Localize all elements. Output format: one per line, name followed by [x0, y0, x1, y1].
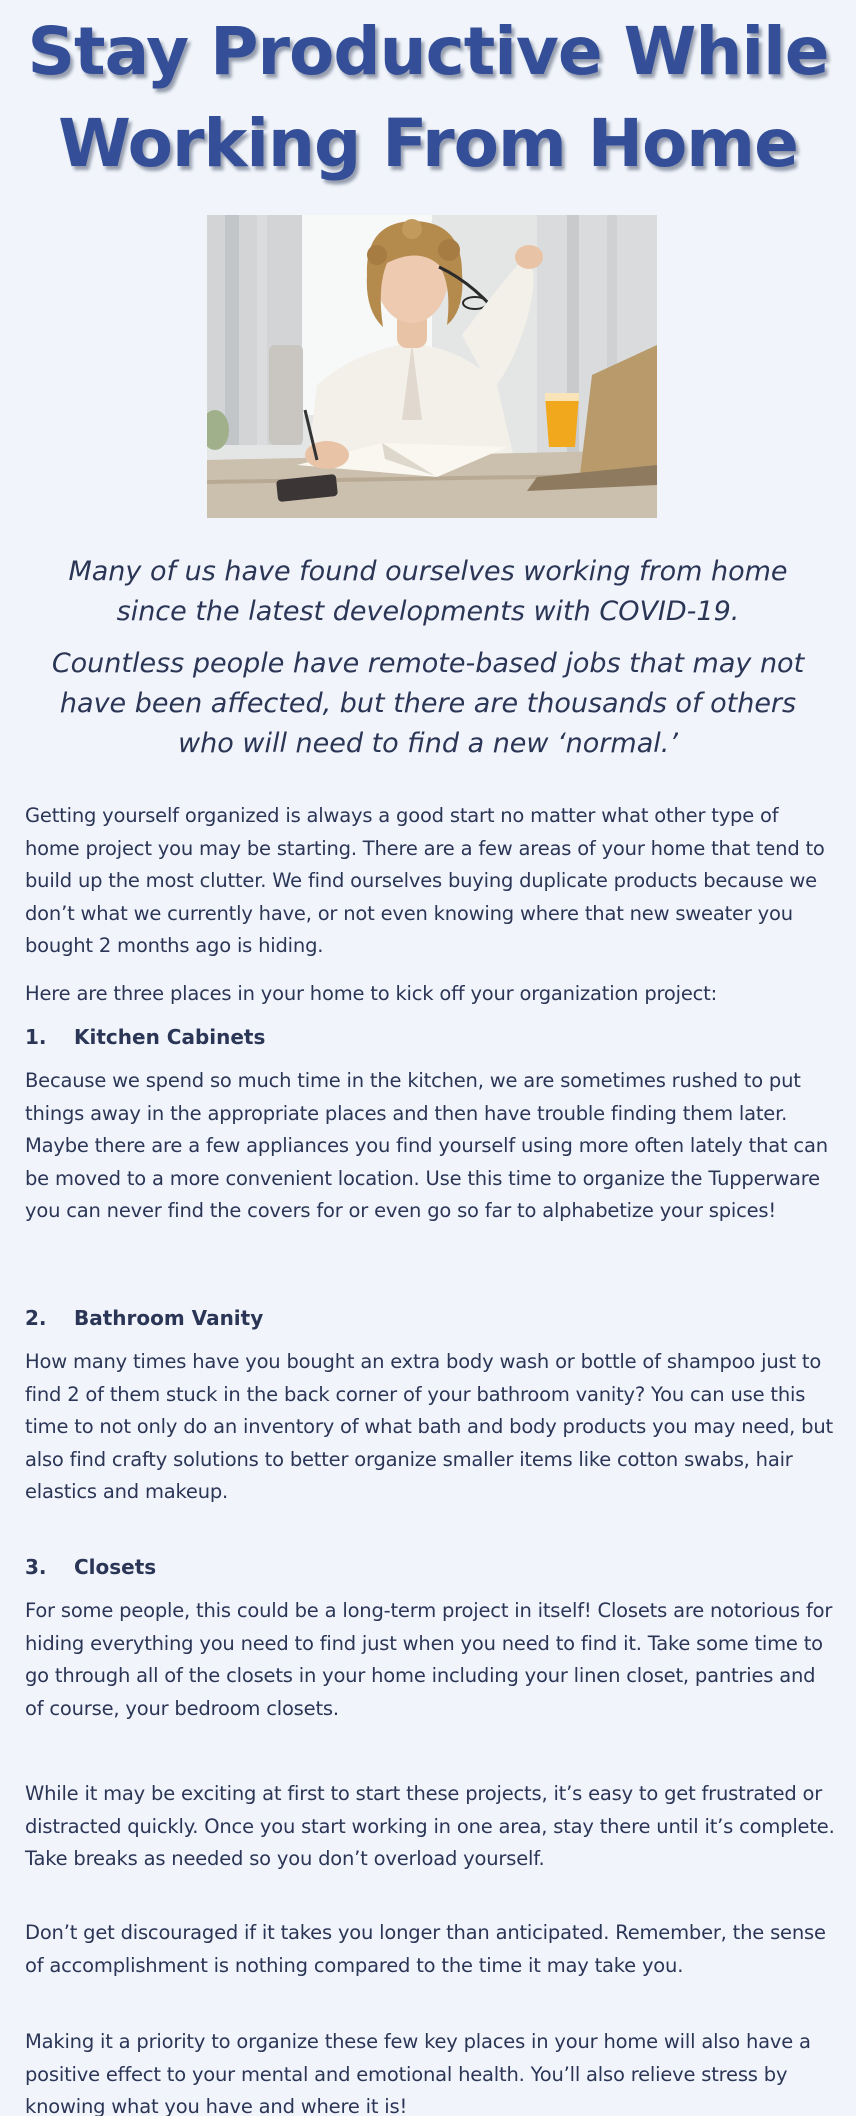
section-title: Bathroom Vanity	[74, 1306, 264, 1330]
section-text-closets: For some people, this could be a long-term project in itself! Closets are notorious for hiding everything you need to find just when you need to find it. Take some time to go through all of the closets in your home including your linen closet, pantries and of course, your bedroom closets.	[25, 1599, 833, 1720]
intro-quote-2: Countless people have remote-based jobs that may not have been affected, but there are thousands of others who will need to find a new ‘normal.’	[51, 648, 805, 759]
section-number: 2.	[25, 1306, 47, 1330]
section-heading-kitchen	[25, 1021, 265, 1053]
paragraph-three-places: Here are three places in your home to kick off your organization project:	[25, 982, 717, 1005]
closing-paragraph-3: Making it a priority to organize these few key places in your home will also have a positive effect to your mental and emotional health. You’ll also relieve stress by knowing what you have and where it is!	[25, 2030, 811, 2116]
section-heading-closets	[25, 1551, 156, 1583]
title-line-1: Stay Productive While	[27, 13, 829, 90]
intro-quote-1: Many of us have found ourselves working from home since the latest developments with COVID-19.	[68, 556, 788, 627]
section-text-kitchen: Because we spend so much time in the kitchen, we are sometimes rushed to put things away in the appropriate places and then have trouble finding them later. Maybe there are a few appliances you find yourself using more often lately that can be moved to a more convenient location. Use this time to organize the Tupperware you can never find the covers for or even go so far to alphabetize your spices!	[25, 1069, 828, 1222]
section-title: Kitchen Cabinets	[74, 1025, 266, 1049]
section-heading-bathroom	[25, 1302, 263, 1334]
paragraph-organized: Getting yourself organized is always a good start no matter what other type of home project you may be starting. There are a few areas of your home that tend to build up the most clutter. We find ourselves buying duplicate products because we don’t what we currently have, or not even knowing where that new sweater you bought 2 months ago is hiding.	[25, 804, 825, 957]
title-line-2: Working From Home	[58, 105, 798, 182]
section-number: 1.	[25, 1025, 47, 1049]
section-title: Closets	[74, 1555, 157, 1579]
closing-paragraph-1: While it may be exciting at first to start these projects, it’s easy to get frustrated or distracted quickly. Once you start working in one area, stay there until it’s complete. Take breaks as needed so you don’t overload yourself.	[25, 1782, 835, 1870]
closing-paragraph-2: Don’t get discouraged if it takes you longer than anticipated. Remember, the sense of accomplishment is nothing compared to the time it may take you.	[25, 1921, 826, 1977]
hero-image	[207, 215, 657, 518]
section-text-bathroom: How many times have you bought an extra body wash or bottle of shampoo just to find 2 of them stuck in the back corner of your bathroom vanity? You can use this time to not only do an inventory of what bath and body products you may need, but also find crafty solutions to better organize smaller items like cotton swabs, hair elastics and makeup.	[25, 1350, 833, 1503]
page-title	[0, 6, 856, 190]
section-number: 3.	[25, 1555, 47, 1579]
